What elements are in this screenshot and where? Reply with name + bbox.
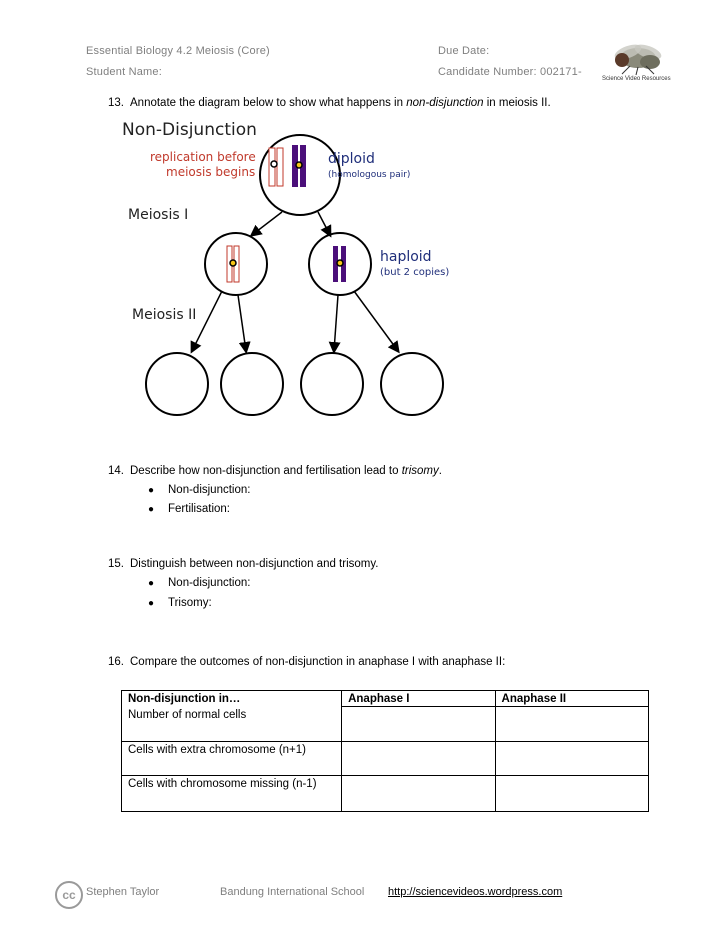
footer-link[interactable]: http://sciencevideos.wordpress.com (388, 886, 563, 898)
header-cell: Anaphase II (495, 691, 648, 707)
question-16: 16. Compare the outcomes of non-disjunction in anaphase I with anaphase II: (108, 656, 506, 668)
centromere-light (271, 161, 277, 167)
haploid-label: haploid (380, 249, 432, 265)
table-cell[interactable] (495, 776, 648, 812)
table-cell[interactable] (495, 707, 648, 742)
q15-bullet-1: ● Non-disjunction: (148, 577, 251, 589)
table-cell: Number of normal cells (122, 707, 342, 742)
due-date-label: Due Date: (438, 45, 490, 57)
arrow-m2-1 (192, 291, 222, 351)
diploid-note: (homologous pair) (328, 170, 411, 180)
diagram-svg (114, 115, 474, 440)
table-row (122, 776, 649, 812)
bullet-icon: ● (148, 578, 155, 589)
m1-right-centromere (337, 260, 343, 266)
header-cell: Non-disjunction in… (122, 691, 342, 707)
gamete-cell-1 (146, 353, 208, 415)
bullet-icon: ● (148, 485, 155, 496)
replication-label-line2: meiosis begins (166, 165, 256, 179)
table-cell: Cells with extra chromosome (n+1) (122, 742, 342, 776)
table-row (122, 742, 649, 776)
table-header-row (122, 691, 649, 707)
diagram-title: Non-Disjunction (122, 120, 257, 140)
logo-caption: Science Video Resources (602, 76, 671, 82)
gamete-cell-3 (301, 353, 363, 415)
replication-label-line1: replication before (150, 150, 256, 164)
bullet-icon: ● (148, 598, 155, 609)
chromosome-light-2 (277, 148, 283, 186)
arrow-m2-3 (334, 295, 338, 351)
table-cell[interactable] (342, 707, 495, 742)
gamete-cell-4 (381, 353, 443, 415)
table-cell[interactable] (495, 742, 648, 776)
question-13: 13. Annotate the diagram below to show what happens in non-disjunction in meiosis II. (108, 97, 551, 109)
m1-left-centromere (230, 260, 236, 266)
arrow-m1-right (318, 212, 330, 235)
q15-bullet-2: ● Trisomy: (148, 597, 212, 609)
creative-commons-icon: cc (55, 881, 83, 909)
comparison-table (121, 690, 649, 812)
table-cell[interactable] (342, 742, 495, 776)
meiosis-2-label: Meiosis II (132, 307, 197, 323)
meiosis-1-label: Meiosis I (128, 207, 189, 223)
footer-author: Stephen Taylor (86, 886, 160, 898)
arrow-m1-left (252, 212, 282, 235)
question-15: 15. Distinguish between non-disjunction and trisomy. (108, 558, 379, 570)
student-name-label: Student Name: (86, 66, 162, 78)
header-cell: Anaphase I (342, 691, 495, 707)
table-row (122, 707, 649, 742)
diploid-label: diploid (328, 151, 375, 167)
q14-bullet-1: ● Non-disjunction: (148, 484, 251, 496)
footer-school: Bandung International School (220, 886, 365, 898)
table-cell[interactable] (342, 776, 495, 812)
arrow-m2-2 (238, 295, 246, 351)
q14-bullet-2: ● Fertilisation: (148, 503, 230, 515)
science-video-logo (598, 36, 678, 86)
gamete-cell-2 (221, 353, 283, 415)
haploid-note: (but 2 copies) (380, 267, 450, 278)
bullet-icon: ● (148, 504, 155, 515)
arrow-m2-4 (354, 291, 398, 351)
question-14: 14. Describe how non-disjunction and fertilisation lead to trisomy. (108, 465, 442, 477)
non-disjunction-diagram (114, 115, 474, 440)
candidate-number-label: Candidate Number: 002171- (438, 66, 582, 78)
course-title: Essential Biology 4.2 Meiosis (Core) (86, 45, 270, 57)
centromere-dark (296, 162, 302, 168)
table-cell: Cells with chromosome missing (n-1) (122, 776, 342, 812)
